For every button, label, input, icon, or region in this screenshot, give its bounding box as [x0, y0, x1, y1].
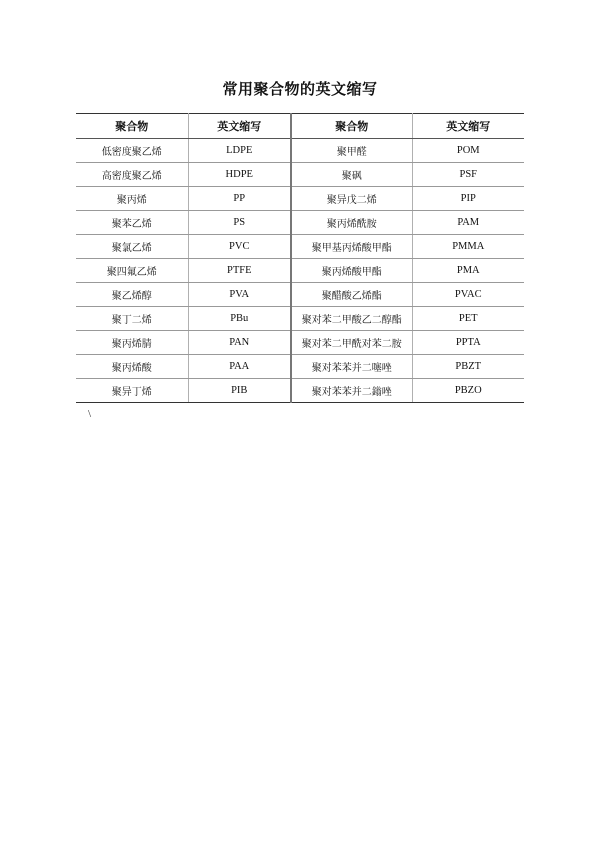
abbreviation-cell: POM: [412, 139, 524, 163]
polymer-name-cell: 聚四氟乙烯: [76, 259, 188, 283]
column-header-abbr-right: 英文缩写: [412, 114, 524, 139]
polymer-name-cell: 聚甲基丙烯酸甲酯: [291, 235, 412, 259]
abbreviation-cell: PAM: [412, 211, 524, 235]
footnote-mark: \: [88, 408, 92, 420]
polymer-name-cell: 聚丙烯: [76, 187, 188, 211]
table-header-row: [76, 114, 524, 139]
table-row: [76, 163, 524, 187]
abbreviation-cell: PP: [188, 187, 291, 211]
table-row: [76, 379, 524, 403]
abbreviation-cell: PVAC: [412, 283, 524, 307]
polymer-name-cell: 聚丙烯酸甲酯: [291, 259, 412, 283]
polymer-name-cell: 聚氯乙烯: [76, 235, 188, 259]
abbreviation-cell: PVA: [188, 283, 291, 307]
polymer-name-cell: 聚丁二烯: [76, 307, 188, 331]
abbreviation-cell: PAA: [188, 355, 291, 379]
polymer-name-cell: 聚丙烯酰胺: [291, 211, 412, 235]
table-row: [76, 211, 524, 235]
polymer-name-cell: 聚砜: [291, 163, 412, 187]
page-title: 常用聚合物的英文缩写: [222, 80, 378, 98]
abbreviation-cell: PIP: [412, 187, 524, 211]
polymer-name-cell: 聚异丁烯: [76, 379, 188, 403]
polymer-name-cell: 聚对苯苯并二噻唑: [291, 355, 412, 379]
table-row: [76, 139, 524, 163]
table-row: [76, 259, 524, 283]
abbreviation-cell: PTFE: [188, 259, 291, 283]
table-row: [76, 187, 524, 211]
polymer-name-cell: 聚丙烯酸: [76, 355, 188, 379]
abbreviation-cell: PAN: [188, 331, 291, 355]
table-row: [76, 235, 524, 259]
polymer-name-cell: 聚对苯二甲酸乙二醇酯: [291, 307, 412, 331]
column-header-abbr-left: 英文缩写: [188, 114, 291, 139]
abbreviation-cell: LDPE: [188, 139, 291, 163]
polymer-name-cell: 聚对苯苯并二鎓唑: [291, 379, 412, 403]
table-row: [76, 355, 524, 379]
polymer-name-cell: 低密度聚乙烯: [76, 139, 188, 163]
abbreviation-cell: PBZO: [412, 379, 524, 403]
abbreviation-cell: PVC: [188, 235, 291, 259]
abbreviation-cell: PET: [412, 307, 524, 331]
abbreviation-cell: PMA: [412, 259, 524, 283]
column-header-polymer-left: 聚合物: [76, 114, 188, 139]
abbreviation-cell: HDPE: [188, 163, 291, 187]
abbreviation-cell: PMMA: [412, 235, 524, 259]
polymer-name-cell: 聚丙烯腈: [76, 331, 188, 355]
column-header-polymer-right: 聚合物: [291, 114, 412, 139]
abbreviation-cell: PSF: [412, 163, 524, 187]
abbreviation-cell: PIB: [188, 379, 291, 403]
polymer-name-cell: 高密度聚乙烯: [76, 163, 188, 187]
polymer-name-cell: 聚乙烯醇: [76, 283, 188, 307]
polymer-name-cell: 聚醋酸乙烯酯: [291, 283, 412, 307]
polymer-name-cell: 聚甲醛: [291, 139, 412, 163]
polymer-name-cell: 聚对苯二甲酰对苯二胺: [291, 331, 412, 355]
polymer-name-cell: 聚异戊二烯: [291, 187, 412, 211]
polymer-name-cell: 聚苯乙烯: [76, 211, 188, 235]
polymer-abbreviation-table-wrapper: [76, 113, 524, 403]
table-row: [76, 307, 524, 331]
abbreviation-cell: PS: [188, 211, 291, 235]
abbreviation-cell: PPTA: [412, 331, 524, 355]
table-row: [76, 331, 524, 355]
table-row: [76, 283, 524, 307]
abbreviation-cell: PBZT: [412, 355, 524, 379]
polymer-abbreviation-table: [76, 113, 524, 403]
abbreviation-cell: PBu: [188, 307, 291, 331]
